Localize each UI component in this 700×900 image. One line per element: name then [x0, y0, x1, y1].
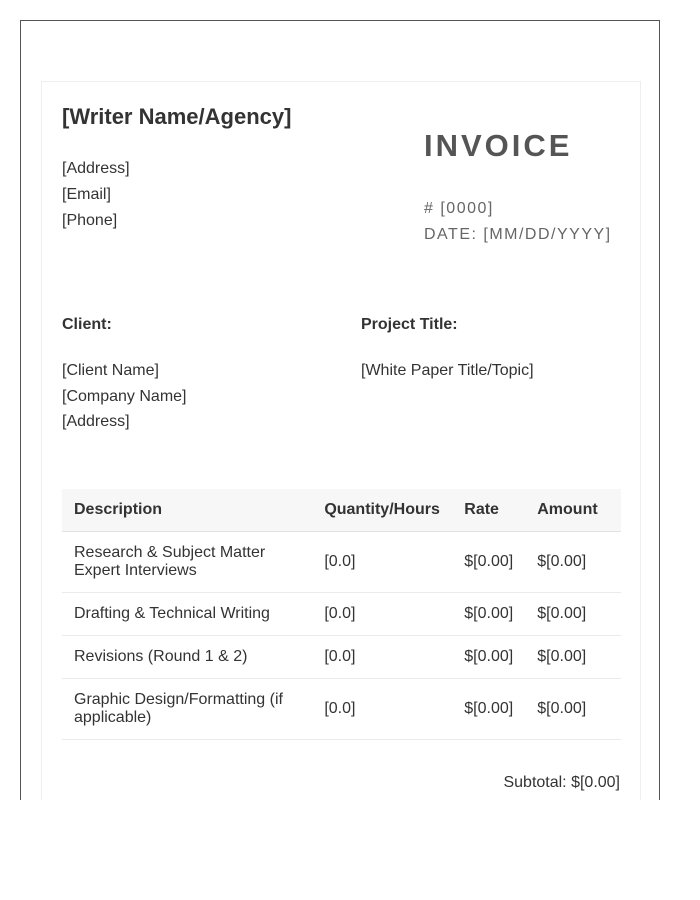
header-rate: Rate — [452, 489, 525, 532]
row-description: Revisions (Round 1 & 2) — [62, 636, 312, 679]
row-rate: $[0.00] — [452, 532, 525, 593]
header-description: Description — [62, 489, 312, 532]
subtotal: Subtotal: $[0.00] — [503, 774, 620, 791]
row-quantity: [0.0] — [312, 532, 452, 593]
row-description: Drafting & Technical Writing — [62, 593, 312, 636]
table-row — [62, 679, 621, 740]
client-label: Client: — [62, 316, 112, 333]
invoice-date: DATE: [MM/DD/YYYY] — [424, 226, 612, 243]
invoice-header — [62, 104, 622, 264]
header-amount: Amount — [525, 489, 621, 532]
client-address: [Address] — [62, 413, 130, 430]
row-quantity: [0.0] — [312, 636, 452, 679]
writer-contact — [62, 156, 130, 234]
project-section — [361, 316, 621, 384]
writer-address: [Address] — [62, 160, 130, 177]
row-rate: $[0.00] — [452, 679, 525, 740]
document-frame — [20, 20, 660, 800]
header-quantity: Quantity/Hours — [312, 489, 452, 532]
client-name: [Client Name] — [62, 362, 159, 379]
invoice-paper — [41, 81, 641, 800]
writer-email: [Email] — [62, 186, 111, 203]
project-title: [White Paper Title/Topic] — [361, 362, 534, 379]
line-items-table — [62, 489, 621, 740]
table-row — [62, 593, 621, 636]
invoice-title: INVOICE — [424, 128, 573, 163]
row-amount: $[0.00] — [525, 593, 621, 636]
row-amount: $[0.00] — [525, 679, 621, 740]
row-description: Research & Subject Matter Expert Interviews — [62, 532, 312, 593]
row-quantity: [0.0] — [312, 593, 452, 636]
client-company: [Company Name] — [62, 387, 187, 405]
invoice-meta — [424, 196, 612, 248]
row-rate: $[0.00] — [452, 593, 525, 636]
writer-phone: [Phone] — [62, 212, 118, 229]
row-description: Graphic Design/Formatting (if applicable) — [62, 679, 312, 740]
table-row — [62, 532, 621, 593]
table-row — [62, 636, 621, 679]
client-details — [62, 358, 342, 435]
row-quantity: [0.0] — [312, 679, 452, 740]
table-header-row — [62, 489, 621, 532]
row-amount: $[0.00] — [525, 636, 621, 679]
project-label: Project Title: — [361, 316, 458, 333]
client-section — [62, 316, 342, 435]
row-rate: $[0.00] — [452, 636, 525, 679]
writer-name: [Writer Name/Agency] — [62, 104, 292, 129]
invoice-number: # [0000] — [424, 200, 494, 217]
row-amount: $[0.00] — [525, 532, 621, 593]
